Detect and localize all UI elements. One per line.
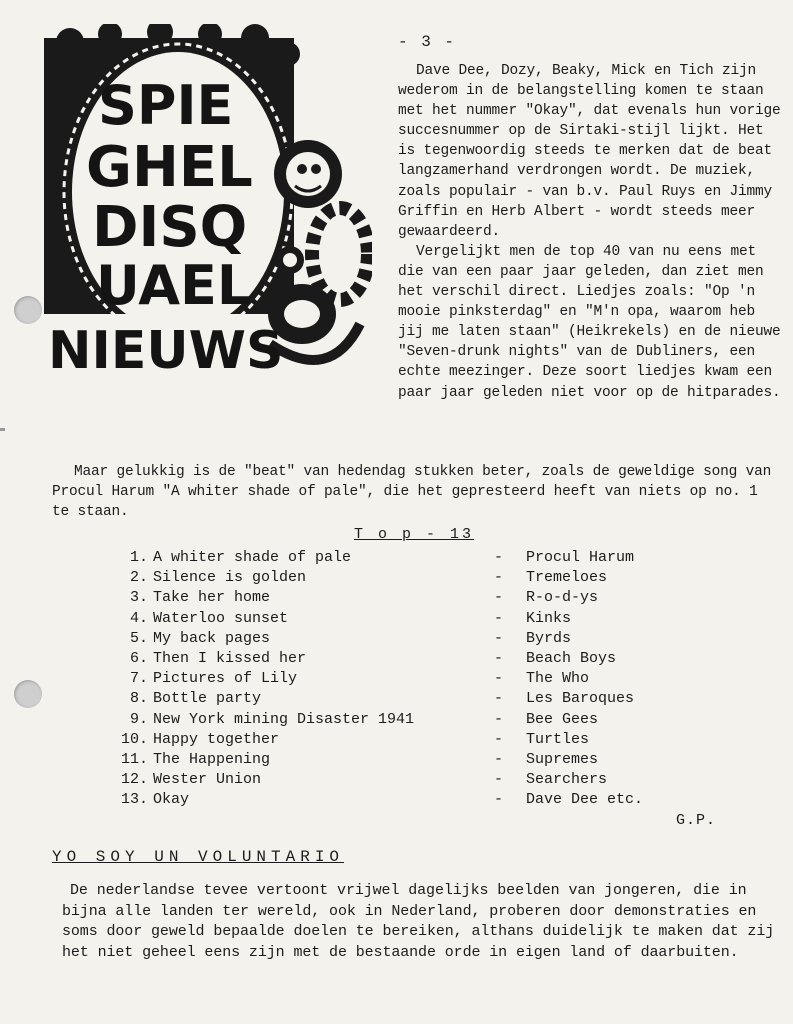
top13-artist: Byrds bbox=[526, 629, 572, 647]
top13-row bbox=[96, 588, 696, 608]
top13-dash: - bbox=[494, 569, 504, 587]
top13-row bbox=[96, 750, 696, 770]
punch-hole bbox=[14, 680, 42, 708]
top13-artist: Dave Dee etc. bbox=[526, 791, 644, 809]
top13-dash: - bbox=[494, 710, 504, 728]
article-wide bbox=[52, 462, 782, 522]
top13-rank: 1. bbox=[129, 549, 148, 566]
section-heading: YO SOY UN VOLUNTARIO bbox=[52, 848, 345, 866]
top13-song: The Happening bbox=[153, 750, 271, 768]
spieghel-logo bbox=[40, 24, 372, 388]
top13-song: Happy together bbox=[153, 730, 280, 748]
top13-row bbox=[96, 568, 696, 588]
top13-artist: Tremeloes bbox=[526, 569, 608, 587]
page-number: - 3 - bbox=[398, 33, 457, 51]
top13-list bbox=[96, 548, 696, 810]
article-paragraph-3: Maar gelukkig is de "beat" van hedendag stukken beter, zoals de geweldige song van Procul Harum "A whiter shade of pale", die het gepresteerd heeft van niets op no. 1 te staan. bbox=[52, 464, 772, 521]
punch-hole bbox=[14, 296, 42, 324]
top13-dash: - bbox=[494, 609, 504, 627]
article-paragraph-2: Vergelijkt men de top 40 van nu eens met die van een paar jaar geleden, dan ziet men het verschil direct. Liedjes zoals: "Op 'n mooie pinksterdag" en "M'n opa, waarom heb jij me laten staan" (Heikrekels) en de nieuwe "Seven-drunk nights" van de Dubliners, een echte meezinger. Deze soort liedjes kwam een paar jaar geleden niet voor op de hitparades. bbox=[398, 243, 781, 401]
top13-artist: Les Baroques bbox=[526, 690, 635, 708]
top13-song: Okay bbox=[153, 791, 190, 809]
top13-rank: 10. bbox=[120, 730, 148, 748]
top13-song: New York mining Disaster 1941 bbox=[153, 710, 415, 728]
logo-illustration bbox=[40, 24, 372, 388]
top13-rank: 6. bbox=[129, 649, 148, 667]
logo-line-5: NIEUWS bbox=[48, 321, 284, 381]
top13-row bbox=[96, 548, 696, 568]
top13-row bbox=[96, 629, 696, 649]
top13-dash: - bbox=[494, 649, 504, 667]
top13-dash: - bbox=[494, 629, 504, 647]
top13-artist: Turtles bbox=[526, 730, 590, 748]
top13-artist: The Who bbox=[526, 670, 590, 688]
article-paragraph-1: Dave Dee, Dozy, Beaky, Mick en Tich zijn wederom in de belangstelling komen te staan met het nummer "Okay", dat evenals hun vorige succesnummer op de Sirtaki-stijl lijkt. Het is tegenwoordig steeds te merken dat de beat langzamerhand verdrongen wordt. De muziek, zoals populair - van b.v. Paul Ruys en Jimmy Griffin en Herb Albert - wordt steeds meer gewaardeerd. bbox=[398, 63, 781, 240]
signature: G.P. bbox=[676, 812, 717, 829]
article-column bbox=[398, 61, 783, 403]
top13-song: Take her home bbox=[153, 589, 271, 607]
top13-row bbox=[96, 710, 696, 730]
top13-row bbox=[96, 730, 696, 750]
top13-rank: 9. bbox=[129, 710, 148, 728]
top13-row bbox=[96, 689, 696, 709]
top13-row bbox=[96, 649, 696, 669]
top13-song: Waterloo sunset bbox=[153, 609, 289, 627]
logo-line-4: UAEL bbox=[96, 254, 252, 317]
top13-artist: Supremes bbox=[526, 750, 599, 768]
top13-row bbox=[96, 669, 696, 689]
top13-song: A whiter shade of pale bbox=[153, 549, 352, 566]
section-paragraph: De nederlandse tevee vertoont vrijwel dagelijks beelden van jongeren, die in bijna alle landen ter wereld, ook in Nederland, proberen door demonstraties en soms door geweld bepaalde doelen te bereiken, althans duidelijk te maken dat zij het niet geheel eens zijn met de bestaande orde in eigen land of daarbuiten. bbox=[62, 882, 775, 961]
margin-mark bbox=[0, 428, 5, 431]
top13-dash: - bbox=[494, 771, 504, 789]
top13-song: Wester Union bbox=[153, 771, 262, 789]
top13-song: Silence is golden bbox=[153, 569, 307, 587]
top13-row bbox=[96, 790, 696, 810]
top13-artist: Procul Harum bbox=[526, 549, 635, 566]
top13-rank: 3. bbox=[129, 589, 148, 607]
top13-rank: 7. bbox=[129, 670, 148, 688]
top13-row bbox=[96, 770, 696, 790]
top13-artist: R-o-d-ys bbox=[526, 589, 599, 607]
top13-dash: - bbox=[494, 750, 504, 768]
top13-row bbox=[96, 609, 696, 629]
top13-dash: - bbox=[494, 589, 504, 607]
top13-artist: Kinks bbox=[526, 609, 572, 627]
top13-rank: 13. bbox=[120, 791, 148, 809]
section-body bbox=[62, 881, 782, 963]
top13-song: Pictures of Lily bbox=[153, 670, 298, 688]
top13-rank: 8. bbox=[129, 690, 148, 708]
top13-dash: - bbox=[494, 549, 504, 566]
top13-title: T o p - 13 bbox=[354, 526, 475, 543]
top13-artist: Searchers bbox=[526, 771, 608, 789]
top13-artist: Bee Gees bbox=[526, 710, 599, 728]
top13-rank: 11. bbox=[120, 750, 148, 768]
top13-rank: 4. bbox=[129, 609, 148, 627]
top13-dash: - bbox=[494, 791, 504, 809]
top13-rank: 5. bbox=[129, 629, 148, 647]
logo-line-2: GHEL bbox=[86, 135, 253, 200]
top13-dash: - bbox=[494, 670, 504, 688]
logo-line-3: DISQ bbox=[92, 195, 248, 260]
top13-rank: 2. bbox=[129, 569, 148, 587]
top13-artist: Beach Boys bbox=[526, 649, 617, 667]
top13-dash: - bbox=[494, 730, 504, 748]
logo-line-1: SPIE bbox=[98, 74, 234, 137]
top13-song: My back pages bbox=[153, 629, 271, 647]
top13-rank: 12. bbox=[120, 771, 148, 789]
top13-song: Bottle party bbox=[153, 690, 262, 708]
top13-dash: - bbox=[494, 690, 504, 708]
top13-song: Then I kissed her bbox=[153, 649, 307, 667]
